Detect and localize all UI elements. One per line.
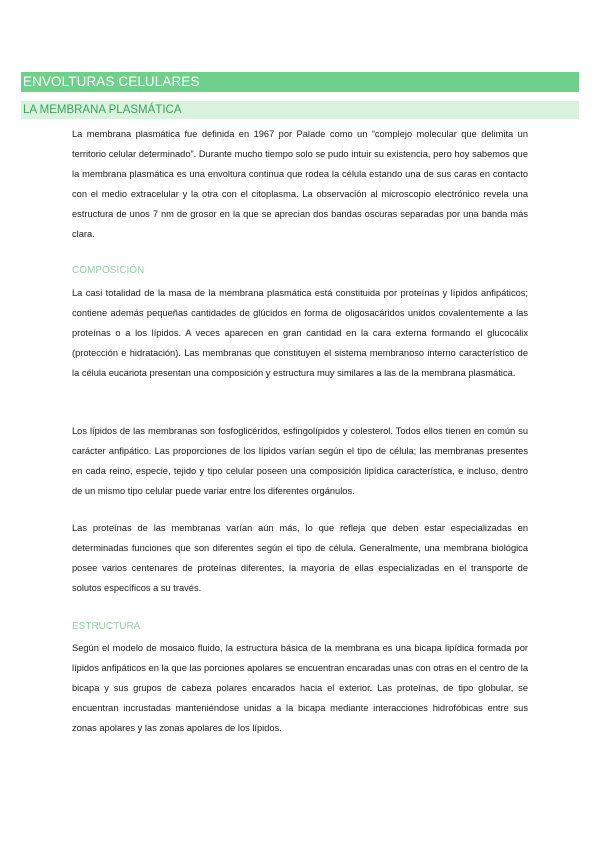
intro-paragraph: La membrana plasmática fue definida en 1967 por Palade como un “complejo molecular que delimita un territorio celular determinado”. Durante mucho tiempo solo se pudo intuir su existencia, pero hoy sabemos que la membrana plasmática es una envoltura continua que rodea la célula estando una de sus caras en contacto con el medio extracelular y la otra con el citoplasma. La observación al microscopio electrónico revela una estructura de unos 7 nm de grosor en la que se aprecian dos bandas oscuras separadas por una banda más clara. bbox=[72, 129, 528, 239]
section-title-membrana: LA MEMBRANA PLASMÁTICA bbox=[21, 101, 579, 119]
composicion-paragraph-3: Las proteínas de las membranas varían aún más, lo que refleja que deben estar especializadas en determinadas funciones que son diferentes según el tipo de célula. Generalmente, una membrana biológica posee varios centenares de proteínas diferentes, la mayoría de ellas especializadas en el transporte de solutos específicos a su través. bbox=[72, 523, 528, 593]
heading-composicion: COMPOSICIÓN bbox=[72, 265, 145, 276]
composicion-paragraph-2: Los lípidos de las membranas son fosfoglicéridos, esfingolípidos y colesterol. Todos ellos tienen en común su carácter anfipático. Las proporciones de los lípidos varían según el tipo de célula; las membranas presentes en cada reino, especie, tejido y tipo celular poseen una composición lipídica característica, e incluso, dentro de un mismo tipo celular puede variar entre los diferentes orgánulos. bbox=[72, 426, 528, 496]
estructura-paragraph-1: Según el modelo de mosaico fluido, la estructura básica de la membrana es una bicapa lipídica formada por lípidos anfipáticos en la que las porciones apolares se encuentran encaradas unas con otras en el centro de la bicapa y sus grupos de cabeza polares encarados hacia el exterior. Las proteínas, de tipo globular, se encuentran incrustadas manteniéndose unidas a la bicapa mediante interacciones hidrofóbicas entre sus zonas apolares y las zonas apolares de los lípidos. bbox=[72, 643, 528, 733]
document-title: ENVOLTURAS CELULARES bbox=[21, 72, 579, 92]
composicion-paragraph-1: La casi totalidad de la masa de la membrana plasmática está constituida por proteínas y lípidos anfipáticos; contiene además pequeñas cantidades de glúcidos en forma de oligosacáridos unidos covalentemente a las proteínas o a los lípidos. A veces aparecen en gran cantidad en la cara externa formando el glucocálix (protección e hidratación). Las membranas que constituyen el sistema membranoso interno característico de la célula eucariota presentan una composición y estructura muy similares a las de la membrana plasmática. bbox=[72, 288, 528, 378]
heading-estructura: ESTRUCTURA bbox=[72, 621, 141, 632]
